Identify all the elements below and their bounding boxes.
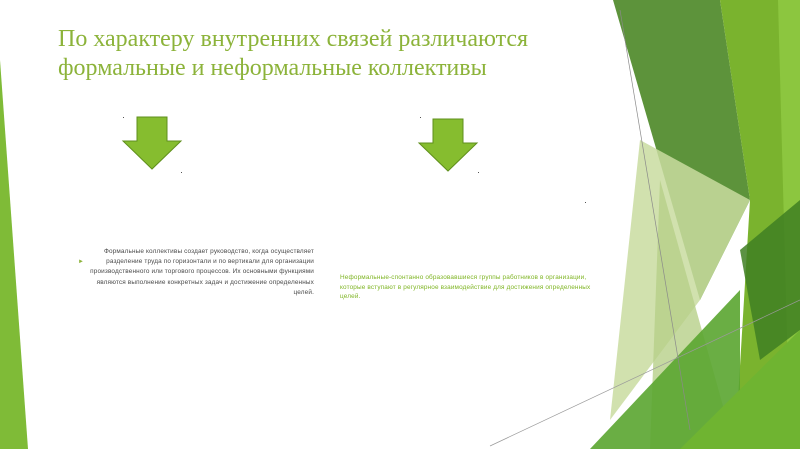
deco-shape-left-wedge <box>0 60 28 449</box>
down-arrow-icon <box>121 115 183 171</box>
down-arrow-icon <box>123 117 181 169</box>
placeholder-dot <box>123 117 124 118</box>
placeholder-dot <box>181 172 182 173</box>
formal-collectives-text: Формальные коллективы создает руководство, когда осуществляет разделение труда по горизонтали и по вертикали для организации производственного или торгового процессов. Их основными функциями являются выполнение конкретных задач и достижение определенных целей. <box>90 248 314 296</box>
informal-collectives-text: Неформальные-спонтанно образовавшиеся группы работников в организации, которые вступают в регулярное взаимодействие для достижения определенных целей. <box>340 274 591 301</box>
down-arrow-icon <box>419 119 477 171</box>
placeholder-dot <box>420 117 421 118</box>
bullet-icon: ► <box>78 259 84 265</box>
down-arrow-icon <box>417 117 479 173</box>
placeholder-dot <box>585 202 586 203</box>
placeholder-dot <box>478 172 479 173</box>
slide-title: По характеру внутренних связей различаются формальные и неформальные коллективы <box>58 26 529 81</box>
